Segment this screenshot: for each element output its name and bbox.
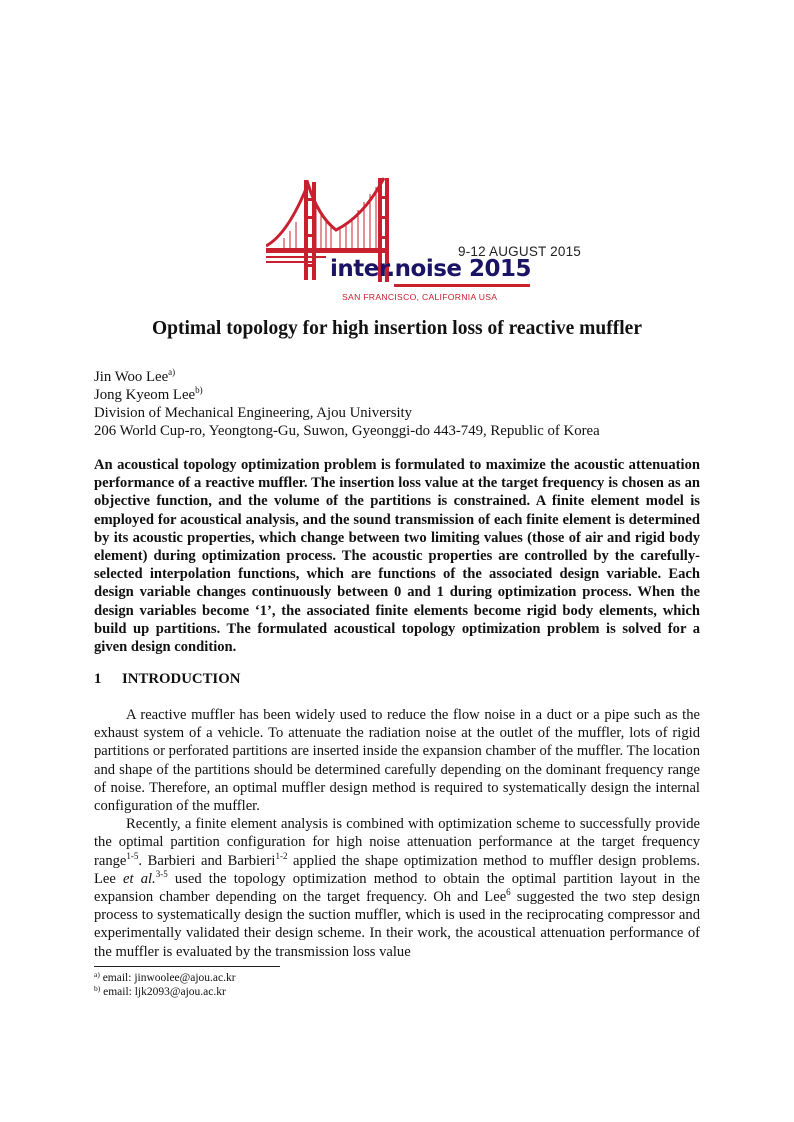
footnote-divider [94, 966, 280, 967]
paper-title: Optimal topology for high insertion loss of reactive muffler [152, 318, 642, 339]
golden-gate-bridge-icon [266, 176, 536, 306]
conference-date: 9-12 AUGUST 2015 [458, 244, 582, 259]
author-name: Jong Kyeom Lee [94, 387, 196, 403]
citation: 1-2 [275, 850, 288, 861]
author-2 [94, 386, 600, 404]
author-1 [94, 368, 600, 386]
footnotes [94, 972, 236, 999]
citation: 3-5 [155, 868, 168, 879]
paragraph: A reactive muffler has been widely used to reduce the flow noise in a duct or a pipe such as the exhaust system of a vehicle. To attenuate the radiation noise at the outlet of the muffler, lots of rigid partitions or perforated partitions are inserted inside the expansion chamber of the muffler. The location and shape of the partitions should be determined carefully depending on the dominant frequency range of noise. Therefore, an optimal muffler design method is required to systematically design the internal configuration of the muffler. [94, 707, 700, 815]
section-number: 1 [94, 671, 102, 687]
citation: 1-5 [126, 850, 139, 861]
section-heading [94, 671, 240, 688]
conference-name: inter.noise 2015 [330, 256, 532, 282]
section-title: INTRODUCTION [122, 671, 241, 687]
conference-location: SAN FRANCISCO, CALIFORNIA USA [342, 292, 498, 302]
paragraph: Recently, a finite element analysis is combined with optimization scheme to successfully provide the optimal partition configuration for high noise attenuation performance at the target frequency range$^{1-5}$. Barbieri and Barbieri$^{1-2}$ applied the shape optimization method to muffler design problems. Lee et al.$^{3-5}$ used the topology optimization method to obtain the optimal partition layout in the expansion chamber depending on the target frequency. Oh and Lee$^6$ suggested the two step design process to systematically design the suction muffler, which is used in the reciprocating compressor and experimentally validated their design scheme. In their work, the acoustical attenuation performance of the muffler is evaluated by the transmission loss value [94, 816, 700, 960]
footnote-mark: a) [94, 970, 100, 979]
author-block [94, 368, 600, 440]
footnote-mark: b) [94, 983, 101, 993]
author-mark: b) [195, 385, 203, 395]
citation: 6 [506, 887, 511, 898]
footnote-email: email: ljk2093@ajou.ac.kr [100, 985, 226, 998]
conference-logo [266, 176, 582, 306]
footnote [94, 972, 236, 986]
footnote-email: email: jinwoolee@ajou.ac.kr [99, 972, 236, 984]
author-mark: a) [168, 367, 176, 377]
affiliation: Division of Mechanical Engineering, Ajou University [94, 405, 413, 421]
address: 206 World Cup-ro, Yeongtong-Gu, Suwon, Gyeonggi-do 443-749, Republic of Korea [94, 423, 600, 439]
introduction-body [94, 706, 700, 961]
author-name: Jin Woo Lee [94, 369, 169, 385]
abstract: An acoustical topology optimization problem is formulated to maximize the acoustic attenuation performance of a reactive muffler. The insertion loss value at the target frequency is chosen as an objective function, and the volume of the partitions is constrained. A finite element model is employed for acoustical analysis, and the sound transmission of each finite element is determined by its acoustic properties, which change between two limiting values (those of air and rigid body element) during optimization process. The acoustic properties are controlled by the carefully-selected interpolation functions, which are functions of the associated design variable. Each design variable changes continuously between 0 and 1 during optimization process. When the design variables become ‘1’, the associated finite elements become rigid body elements, which build up partitions. The formulated acoustical topology optimization problem is solved for a given design condition. [94, 457, 700, 656]
footnote [94, 983, 236, 1000]
